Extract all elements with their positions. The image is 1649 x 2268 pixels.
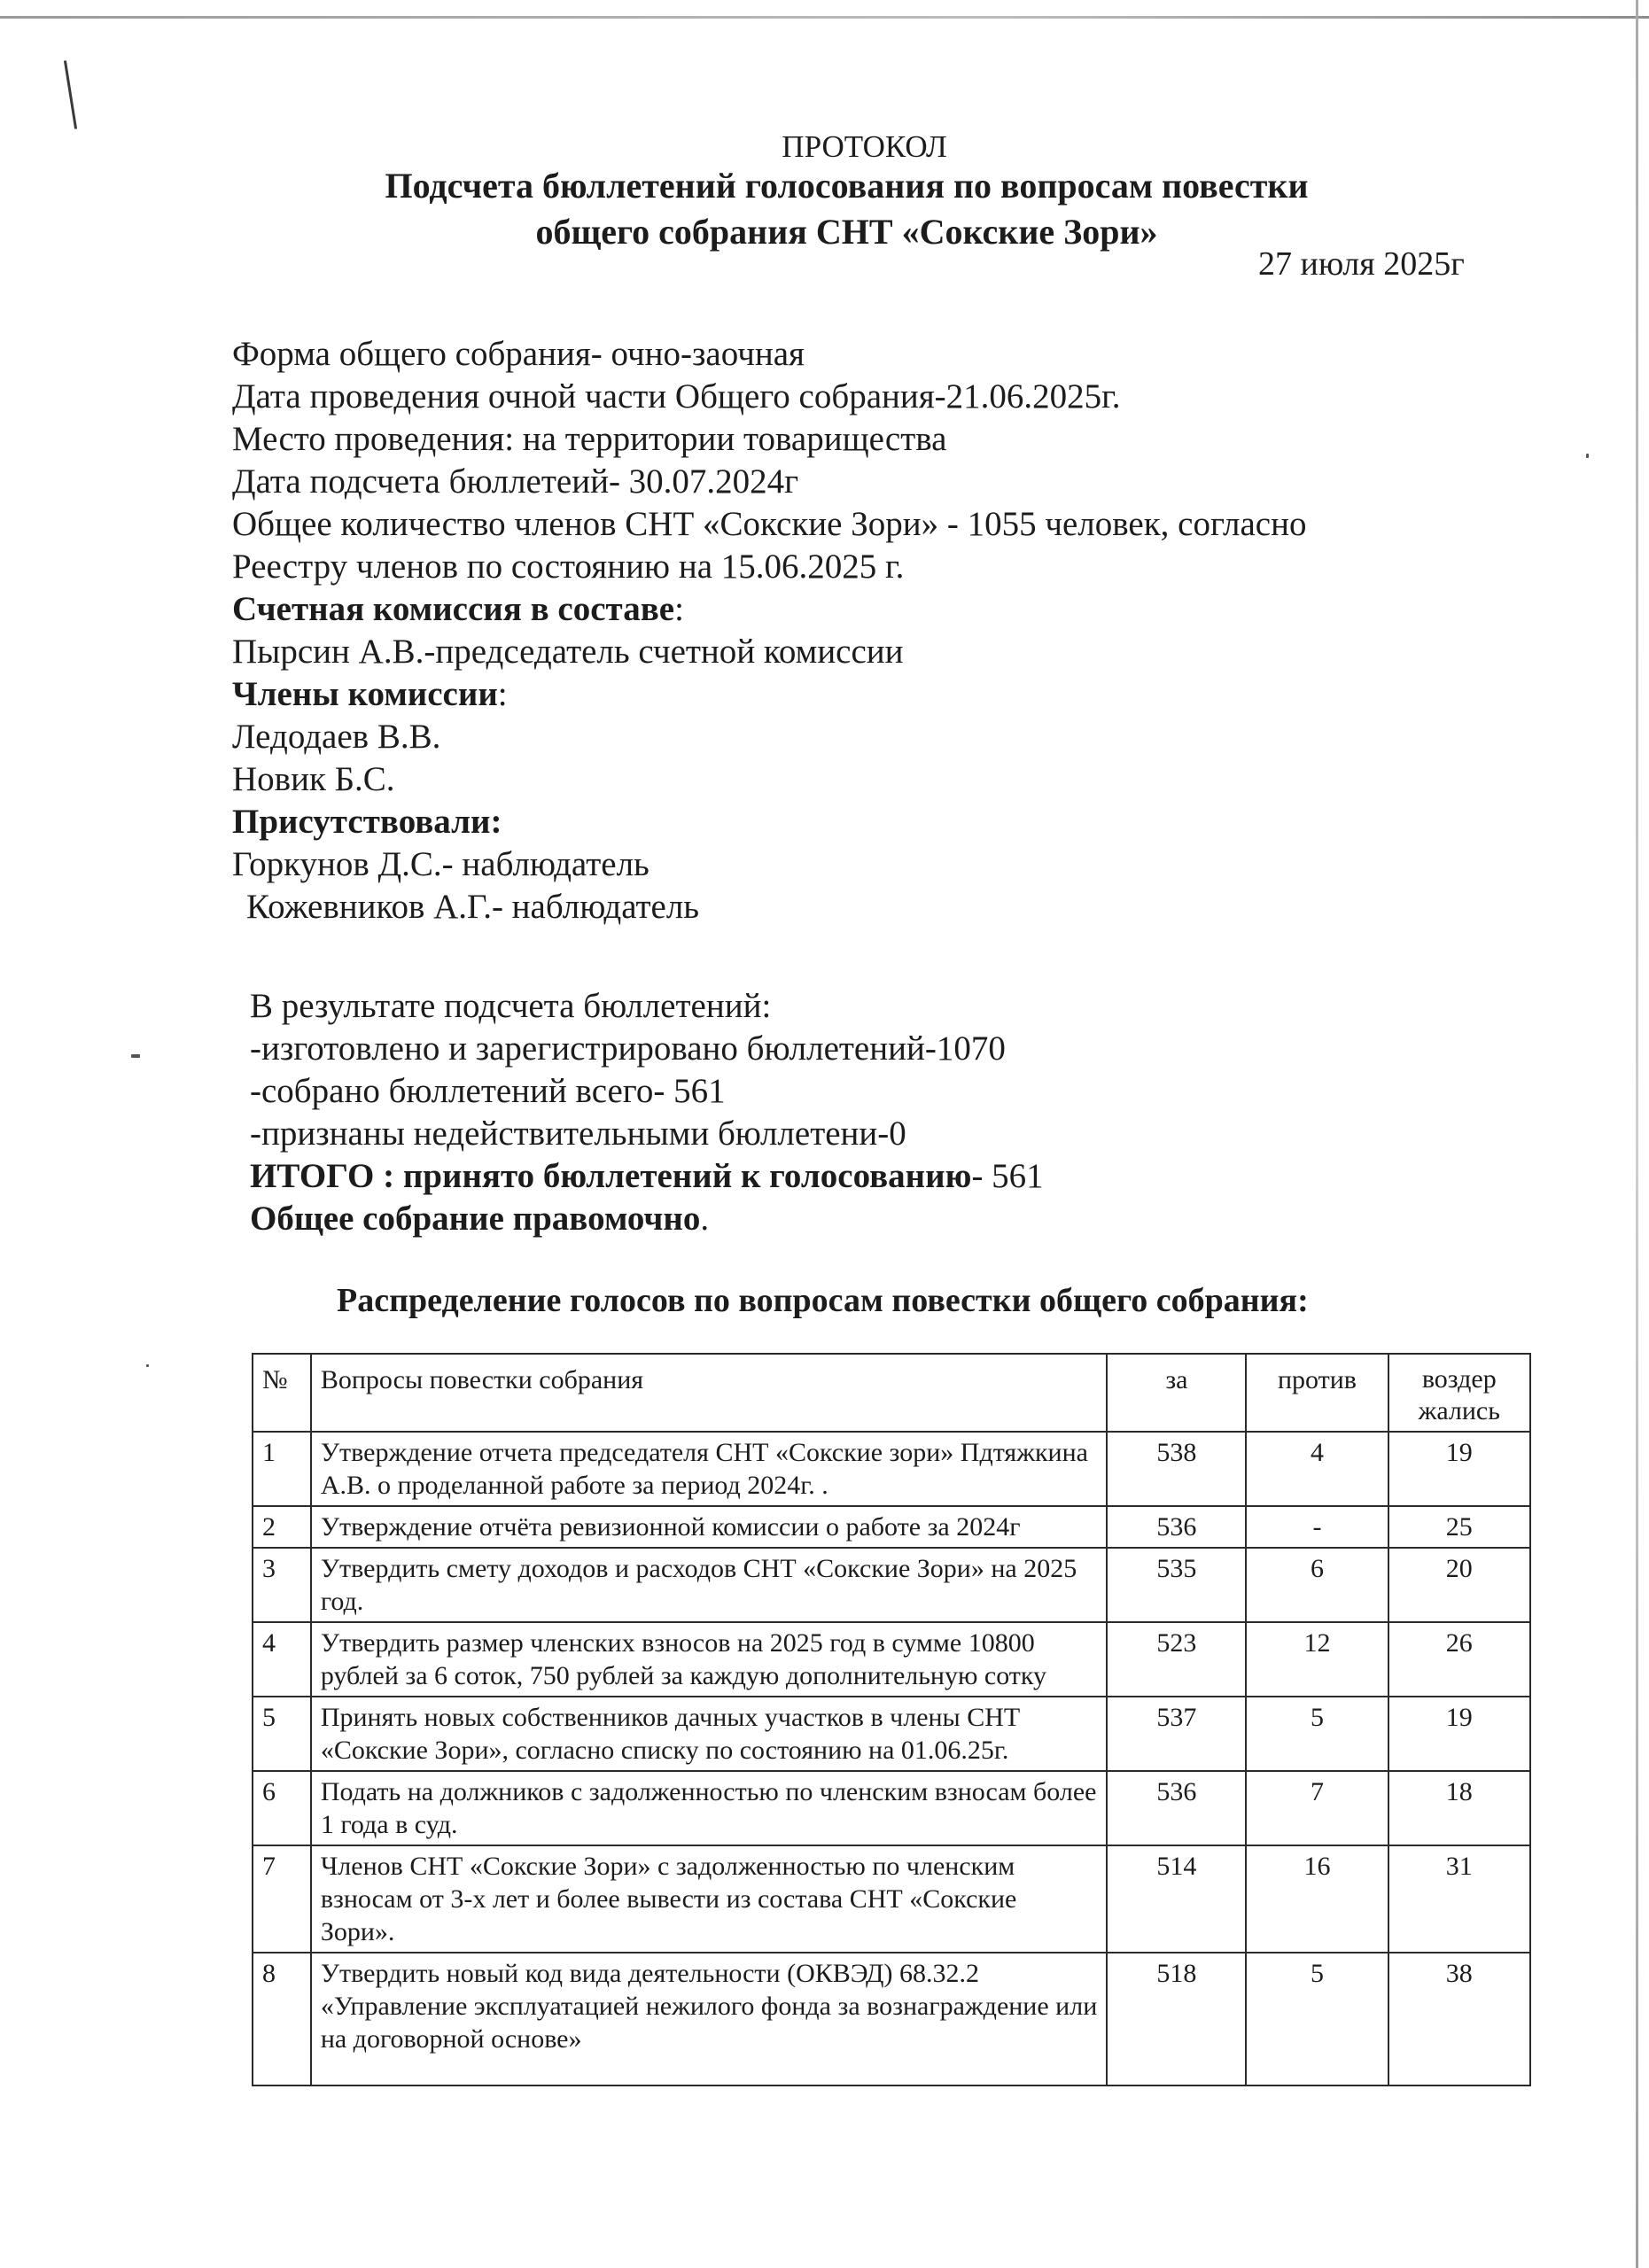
present-heading: Присутствовали:: [232, 803, 502, 841]
header-num: №: [253, 1354, 311, 1432]
table-row: [253, 1432, 1530, 1506]
scan-speck: [1586, 454, 1589, 458]
row-question: Членов СНТ «Сокские Зори» с задолженностью по членским взносам от 3-х лет и более вывести из состава СНТ «Сокские Зори».: [311, 1845, 1108, 1953]
scan-pen-mark: [64, 60, 77, 129]
row-abstained: 38: [1388, 1953, 1530, 2085]
row-against: 12: [1246, 1622, 1388, 1697]
document-date: 27 июля 2025г: [1258, 245, 1465, 283]
row-abstained: 26: [1388, 1622, 1530, 1697]
members-heading-colon: :: [497, 675, 508, 713]
document-title: ПРОТОКОЛ: [782, 129, 947, 164]
row-num: 4: [253, 1622, 311, 1697]
row-question: Утвердить размер членских взносов на 2025 год в сумме 10800 рублей за 6 соток, 750 рублей за каждую дополнительную сотку: [311, 1622, 1108, 1697]
results-collected: -собрано бюллетений всего- 561: [250, 1072, 726, 1110]
row-question: Утверждение отчета председателя СНТ «Сокские зори» Пдтяжкина А.В. о проделанной работе за период 2024г. .: [311, 1432, 1108, 1506]
table-row: [253, 1622, 1530, 1697]
row-num: 6: [253, 1771, 311, 1845]
document-subtitle-line-2: общего собрания СНТ «Сокские Зори»: [535, 212, 1158, 252]
row-against: 5: [1246, 1953, 1388, 2085]
row-num: 5: [253, 1697, 311, 1771]
votes-table: [252, 1353, 1531, 2086]
row-num: 8: [253, 1953, 311, 2085]
total-value: - 561: [971, 1157, 1044, 1195]
document-subtitle-line-1: Подсчета бюллетений голосования по вопросам повестки: [385, 166, 1309, 206]
table-row: [253, 1548, 1530, 1622]
row-abstained: 19: [1388, 1697, 1530, 1771]
commission-member-2: Новик Б.С.: [232, 760, 395, 798]
commission-member-1: Ледодаев В.В.: [232, 718, 441, 756]
members-heading: Члены комиссии: [232, 675, 498, 713]
count-results: [250, 985, 1044, 1240]
distribution-heading: Распределение голосов по вопросам повестки общего собрания:: [337, 1282, 1309, 1319]
scan-speck: [131, 1054, 140, 1058]
row-abstained: 31: [1388, 1845, 1530, 1953]
table-header-row: [253, 1354, 1530, 1432]
total-line: [250, 1155, 1044, 1198]
row-for: 536: [1107, 1771, 1246, 1845]
row-abstained: 18: [1388, 1771, 1530, 1845]
row-for: 514: [1107, 1845, 1246, 1953]
quorum-line: [250, 1198, 1044, 1240]
row-num: 1: [253, 1432, 311, 1506]
row-abstained: 25: [1388, 1506, 1530, 1548]
table-row: [253, 1506, 1530, 1548]
row-against: 6: [1246, 1548, 1388, 1622]
row-for: 537: [1107, 1697, 1246, 1771]
scan-page-edge-top: [0, 16, 1649, 19]
row-for: 518: [1107, 1953, 1246, 2085]
row-for: 538: [1107, 1432, 1246, 1506]
quorum-text: Общее собрание правомочно: [250, 1200, 701, 1238]
row-against: 5: [1246, 1697, 1388, 1771]
observer-2: Кожевников А.Г.- наблюдатель: [246, 888, 700, 926]
row-num: 3: [253, 1548, 311, 1622]
row-question: Утверждение отчёта ревизионной комиссии о работе за 2024г: [311, 1506, 1108, 1548]
row-against: 7: [1246, 1771, 1388, 1845]
results-invalid: -признаны недействительными бюллетени-0: [250, 1115, 906, 1153]
header-for: за: [1107, 1354, 1246, 1432]
quorum-dot: .: [700, 1200, 710, 1238]
row-question: Подать на должников с задолженностью по членским взносам более 1 года в суд.: [311, 1771, 1108, 1845]
row-against: 4: [1246, 1432, 1388, 1506]
row-question: Принять новых собственников дачных участков в члены СНТ «Сокские Зори», согласно списку по состоянию на 01.06.25г.: [311, 1697, 1108, 1771]
row-for: 523: [1107, 1622, 1246, 1697]
meeting-info: [232, 333, 1306, 928]
row-against: 16: [1246, 1845, 1388, 1953]
total-label: ИТОГО : принято бюллетений к голосованию: [250, 1157, 972, 1195]
commission-chair: Пырсин А.В.-председатель счетной комиссии: [232, 633, 904, 671]
table-row: [253, 1697, 1530, 1771]
table-row: [253, 1845, 1530, 1953]
table-row: [253, 1771, 1530, 1845]
scan-speck: [146, 1364, 149, 1367]
row-num: 2: [253, 1506, 311, 1548]
header-abstained: воздер жались: [1388, 1354, 1530, 1432]
row-question: Утвердить новый код вида деятельности (ОКВЭД) 68.32.2 «Управление эксплуатацией нежилого фонда за вознаграждение или на договорной основе»: [311, 1953, 1108, 2085]
members-heading-line: [232, 673, 1306, 716]
header-question: Вопросы повестки собрания: [311, 1354, 1108, 1432]
results-made: -изготовлено и зарегистрировано бюллетений-1070: [250, 1029, 1006, 1068]
members-count-line-1: Общее количество членов СНТ «Сокские Зори» - 1055 человек, согласно: [232, 505, 1307, 543]
row-num: 7: [253, 1845, 311, 1953]
scan-page-edge-right: [1636, 0, 1638, 2268]
meeting-venue: Место проведения: на территории товарищества: [232, 420, 947, 458]
row-abstained: 20: [1388, 1548, 1530, 1622]
members-count-line-2: Реестру членов по состоянию на 15.06.2025 г.: [232, 548, 905, 586]
commission-heading-line: [232, 588, 1306, 631]
row-against: -: [1246, 1506, 1388, 1548]
row-for: 536: [1107, 1506, 1246, 1548]
row-for: 535: [1107, 1548, 1246, 1622]
results-intro: В результате подсчета бюллетений:: [250, 987, 772, 1025]
table-row: [253, 1953, 1530, 2085]
header-against: против: [1246, 1354, 1388, 1432]
commission-heading: Счетная комиссия в составе: [232, 590, 675, 628]
observer-1: Горкунов Д.С.- наблюдатель: [232, 845, 649, 883]
row-abstained: 19: [1388, 1432, 1530, 1506]
meeting-form: Форма общего собрания- очно-заочная: [232, 335, 805, 373]
commission-heading-colon: :: [674, 590, 684, 628]
count-date: Дата подсчета бюллетеий- 30.07.2024г: [232, 462, 799, 501]
in-person-date: Дата проведения очной части Общего собрания-21.06.2025г.: [232, 377, 1121, 416]
row-question: Утвердить смету доходов и расходов СНТ «Сокские Зори» на 2025 год.: [311, 1548, 1108, 1622]
